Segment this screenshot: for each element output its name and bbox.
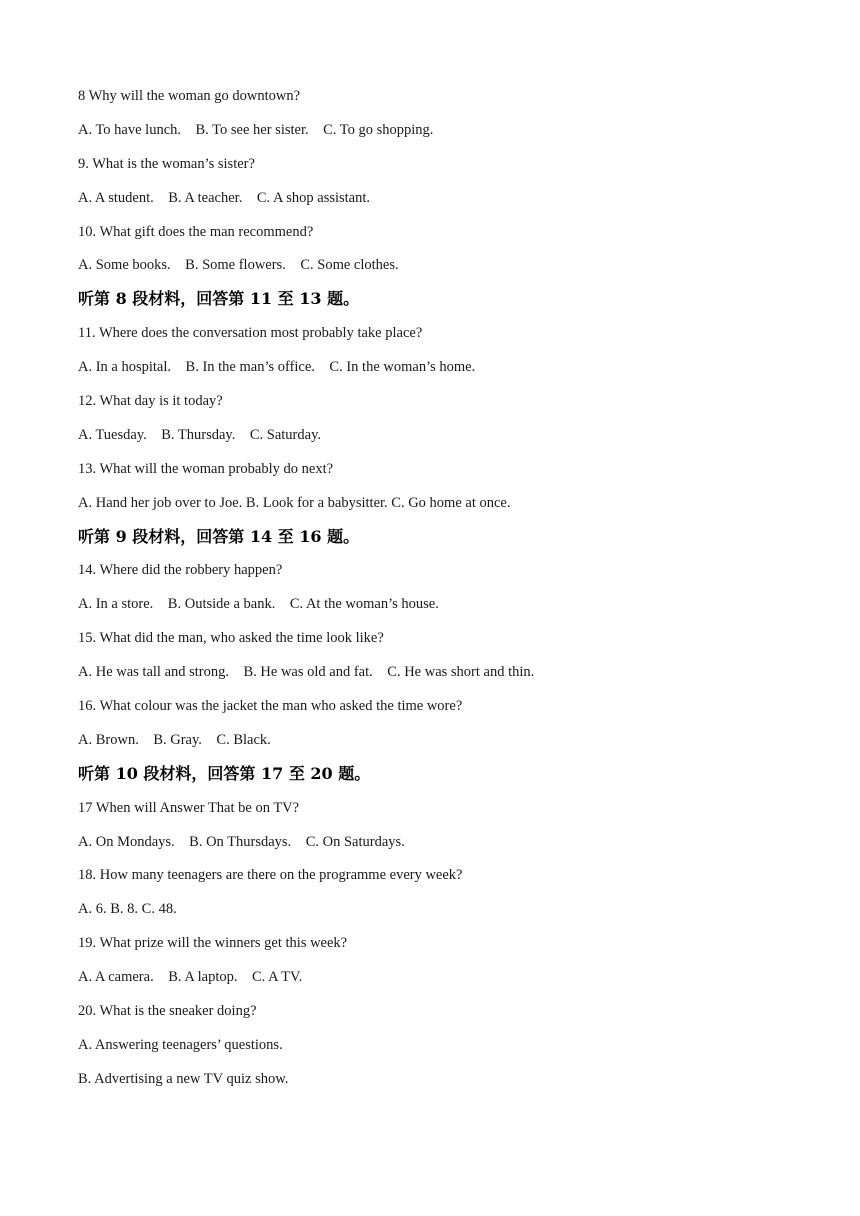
options-8: A. To have lunch. B. To see her sister. C. To go shopping. <box>78 121 434 138</box>
question-13: 13. What will the woman probably do next? <box>78 460 334 477</box>
question-11: 11. Where does the conversation most probably take place? <box>78 325 423 342</box>
options-14: A. In a store. B. Outside a bank. C. At the woman’s house. <box>78 596 439 613</box>
section-heading-8: 听第 8 段材料，回答第 11 至 13 题。 <box>78 289 360 309</box>
options-10: A. Some books. B. Some flowers. C. Some clothes. <box>78 257 399 274</box>
section-heading-10: 听第 10 段材料，回答第 17 至 20 题。 <box>78 763 371 783</box>
options-17: A. On Mondays. B. On Thursdays. C. On Saturdays. <box>78 833 405 850</box>
question-20: 20. What is the sneaker doing? <box>78 1003 257 1020</box>
options-20-b: B. Advertising a new TV quiz show. <box>78 1070 289 1087</box>
question-18: 18. How many teenagers are there on the programme every week? <box>78 867 463 884</box>
options-18: A. 6. B. 8. C. 48. <box>78 901 177 918</box>
question-8: 8 Why will the woman go downtown? <box>78 88 301 104</box>
options-12: A. Tuesday. B. Thursday. C. Saturday. <box>78 426 322 443</box>
options-13: A. Hand her job over to Joe. B. Look for a babysitter. C. Go home at once. <box>78 494 511 511</box>
options-20-a: A. Answering teenagers’ questions. <box>78 1036 283 1053</box>
options-11: A. In a hospital. B. In the man’s office. C. In the woman’s home. <box>78 359 476 376</box>
options-9: A. A student. B. A teacher. C. A shop assistant. <box>78 189 371 206</box>
question-16: 16. What colour was the jacket the man who asked the time wore? <box>78 698 463 715</box>
options-16: A. Brown. B. Gray. C. Black. <box>78 731 271 748</box>
question-15: 15. What did the man, who asked the time look like? <box>78 630 384 647</box>
question-19: 19. What prize will the winners get this week? <box>78 935 348 952</box>
question-17: 17 When will Answer That be on TV? <box>78 799 300 816</box>
question-12: 12. What day is it today? <box>78 393 223 410</box>
question-14: 14. Where did the robbery happen? <box>78 562 283 579</box>
question-9: 9. What is the woman’s sister? <box>78 155 255 172</box>
document-page <box>78 84 798 1101</box>
options-19: A. A camera. B. A laptop. C. A TV. <box>78 969 303 986</box>
options-15: A. He was tall and strong. B. He was old and fat. C. He was short and thin. <box>78 664 535 681</box>
section-heading-9: 听第 9 段材料，回答第 14 至 16 题。 <box>78 526 360 546</box>
question-10: 10. What gift does the man recommend? <box>78 223 314 240</box>
